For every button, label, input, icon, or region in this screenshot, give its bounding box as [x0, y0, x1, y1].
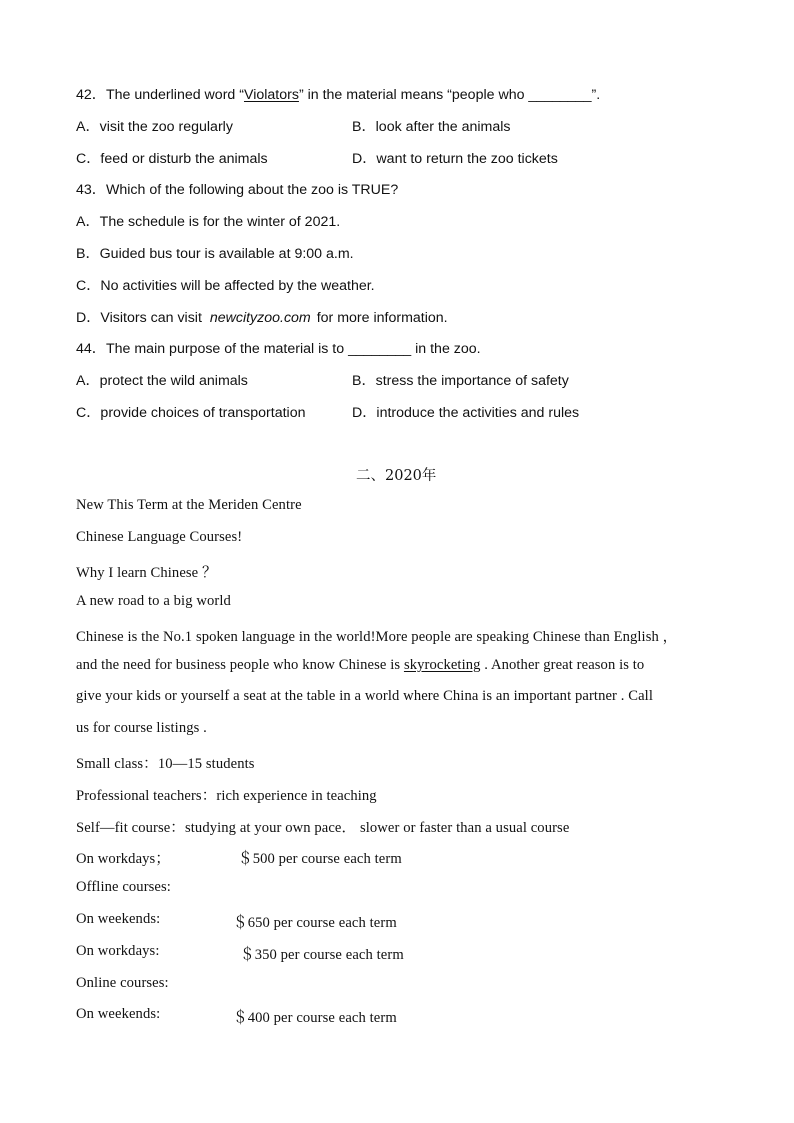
- q42-underlined-word: Violators: [243, 87, 299, 103]
- passage-paragraph-line-3: give your kids or yourself a seat at the table in a world where China is an important partner . Call: [76, 688, 653, 704]
- q44-option-a: A．protect the wild animals: [76, 373, 248, 389]
- q44-option-c: C．provide choices of transportation: [76, 405, 306, 421]
- offline-courses-label: Offline courses:: [76, 879, 171, 895]
- question-42-stem: [76, 84, 600, 104]
- workdays-1-label: On workdays；: [76, 851, 171, 867]
- workdays-2-label: On workdays:: [76, 943, 160, 959]
- question-44-stem: 44．The main purpose of the material is to ________ in the zoo.: [76, 341, 481, 357]
- para-2-suffix: . Another great reason is to: [480, 657, 645, 673]
- passage-paragraph-line-1: Chinese is the No.1 spoken language in the world!More people are speaking Chinese than English ，: [76, 629, 678, 645]
- para-2-prefix: and the need for business people who know Chinese is: [76, 657, 404, 673]
- q42-stem-prefix: 42．The underlined word “: [76, 87, 244, 103]
- weekends-1-price: ＄650 per course each term: [233, 915, 397, 931]
- small-class-line: Small class：10—15 students: [76, 756, 255, 772]
- passage-paragraph-line-4: us for course listings .: [76, 720, 207, 736]
- teachers-line: Professional teachers：rich experience in teaching: [76, 788, 377, 804]
- online-courses-label: Online courses:: [76, 975, 169, 991]
- passage-paragraph-line-2: [76, 657, 644, 674]
- weekends-2-label: On weekends:: [76, 1006, 161, 1022]
- q42-option-d: D．want to return the zoo tickets: [352, 151, 558, 167]
- q43-option-a: A．The schedule is for the winter of 2021.: [76, 214, 341, 230]
- weekends-1-label: On weekends:: [76, 911, 161, 927]
- q43-option-b: B．Guided bus tour is available at 9:00 a.m.: [76, 246, 354, 262]
- self-fit-line: Self—fit course：studying at your own pace． slower or faster than a usual course: [76, 820, 570, 836]
- underlined-word-skyrocketing: skyrocketing: [403, 657, 481, 673]
- weekends-2-price: ＄400 per course each term: [233, 1010, 397, 1026]
- passage-question: Why I learn Chinese ？: [76, 565, 217, 581]
- q42-stem-suffix: ” in the material means “people who ________”.: [298, 87, 601, 103]
- passage-subtitle: Chinese Language Courses!: [76, 529, 243, 545]
- passage-tagline: A new road to a big world: [76, 593, 231, 609]
- passage-title: New This Term at the Meriden Centre: [76, 497, 302, 513]
- q44-option-b: B．stress the importance of safety: [352, 373, 569, 389]
- q44-option-d: D．introduce the activities and rules: [352, 405, 580, 421]
- q43-website-text: newcityzoo.com: [209, 310, 311, 326]
- q42-option-c: C．feed or disturb the animals: [76, 151, 268, 167]
- q42-option-b: B．look after the animals: [352, 119, 511, 135]
- q43-option-d: [76, 307, 448, 327]
- workdays-2-price: ＄350 per course each term: [240, 947, 404, 963]
- q42-option-a: A．visit the zoo regularly: [76, 119, 233, 135]
- q43-option-d-suffix: for more information.: [312, 310, 448, 326]
- q43-option-c: C．No activities will be affected by the weather.: [76, 278, 375, 294]
- q43-option-d-prefix: D．Visitors can visit: [76, 310, 206, 326]
- question-43-stem: 43．Which of the following about the zoo is TRUE?: [76, 182, 399, 198]
- workdays-1-price: ＄500 per course each term: [238, 851, 402, 867]
- section-heading: 二、2020年: [356, 468, 437, 484]
